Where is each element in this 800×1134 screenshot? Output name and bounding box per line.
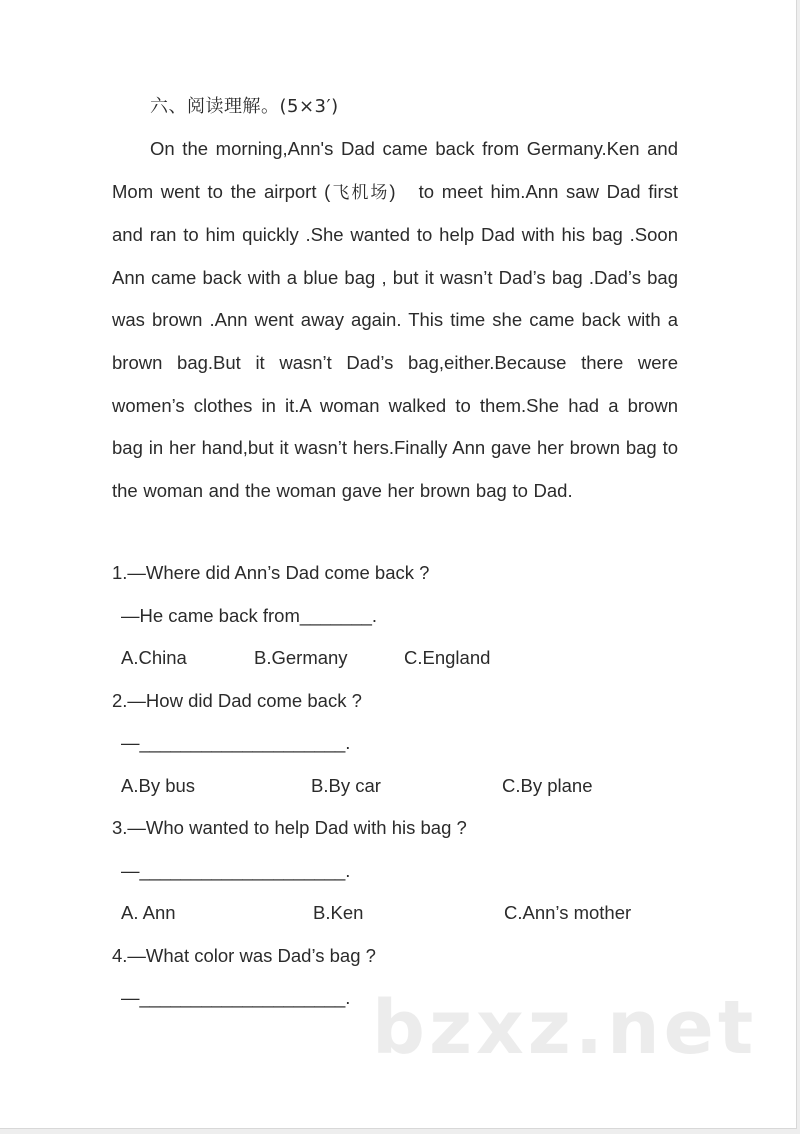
question-2-answer-line: —____________________. bbox=[121, 732, 351, 753]
passage-text-part-1: On the morning,Ann's Dad came back from Germany.Ken and Mom went to the airport ( bbox=[112, 138, 678, 202]
question-4: 4.—What color was Dad’s bag ? bbox=[112, 945, 376, 966]
question-2: 2.—How did Dad come back ? bbox=[112, 690, 362, 711]
question-3: 3.—Who wanted to help Dad with his bag ? bbox=[112, 817, 467, 838]
question-2-option-b: B.By car bbox=[311, 775, 381, 796]
question-1-option-c: C.England bbox=[404, 647, 491, 668]
passage-chinese-gloss: 飞机场 bbox=[330, 182, 390, 203]
section-heading: 六、阅读理解。(5×3′) bbox=[150, 96, 339, 117]
question-1-option-b: B.Germany bbox=[254, 647, 348, 668]
watermark: bzxz.net bbox=[372, 985, 758, 1071]
question-1: 1.—Where did Ann’s Dad come back ? bbox=[112, 562, 430, 583]
question-3-option-b: B.Ken bbox=[313, 902, 364, 923]
question-2-option-a: A.By bus bbox=[121, 775, 196, 796]
question-1-answer-line: —He came back from_______. bbox=[121, 605, 378, 626]
reading-passage bbox=[112, 128, 678, 512]
passage-text-part-2: ) to meet him.Ann saw Dad first and ran to him quickly .She wanted to help Dad with his bag .Soon Ann came back with a blue bag , but it wasn’t Dad’s bag .Dad’s bag was brown .Ann went away again. This time she came back with a brown bag.But it wasn’t Dad’s bag,either.Because there were women’s clothes in it.A woman walked to them.She had a brown bag in her hand,but it wasn’t hers.Finally Ann gave her brown bag to the woman and the woman gave her brown bag to Dad. bbox=[112, 180, 679, 501]
question-3-answer-line: —____________________. bbox=[121, 860, 351, 881]
question-4-answer-line: —____________________. bbox=[121, 987, 351, 1008]
question-3-option-a: A. Ann bbox=[121, 902, 176, 923]
question-3-option-c: C.Ann’s mother bbox=[504, 902, 632, 923]
question-2-option-c: C.By plane bbox=[502, 775, 593, 796]
question-1-option-a: A.China bbox=[121, 647, 187, 668]
